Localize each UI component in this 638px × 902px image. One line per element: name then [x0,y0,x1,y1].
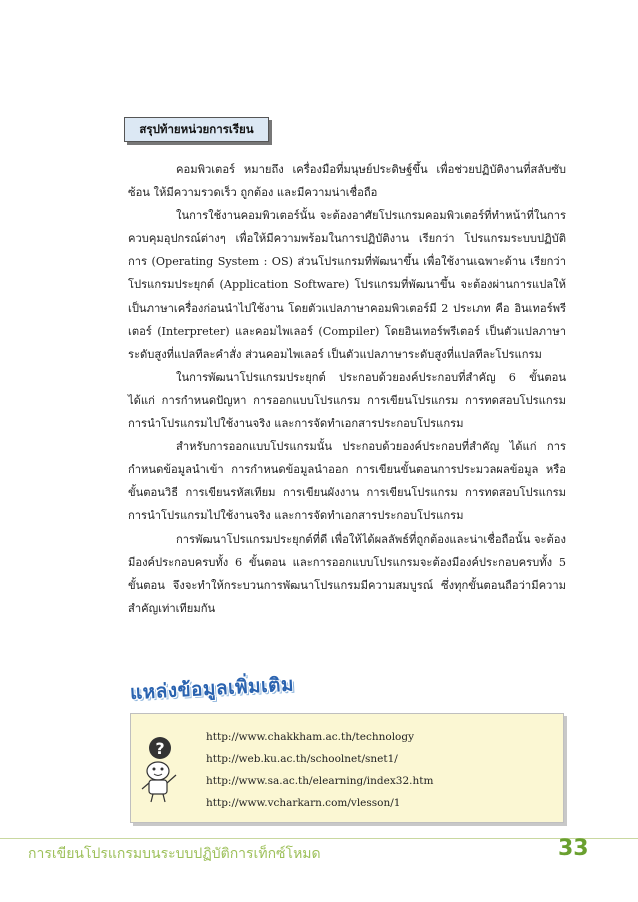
resource-link-1[interactable]: http://www.chakkham.ac.th/technology [206,731,415,743]
question-mascot-icon [134,735,184,805]
resource-link-2[interactable]: http://web.ku.ac.th/schoolnet/snet1/ [206,753,398,765]
summary-body [128,158,566,620]
summary-paragraph-5: การพัฒนาโปรแกรมประยุกต์ที่ดี เพื่อให้ได้ผลลัพธ์ที่ถูกต้องและน่าเชื่อถือนั้น จะต้องมีองค์ประกอบครบทั้ง 6 ขั้นตอน และการออกแบบโปรแกรมจะต้องมีองค์ประกอบครบทั้ง 5 ขั้นตอน จึงจะทำให้กระบวนการพัฒนาโปรแกรมมีความสมบูรณ์ ซึ่งทุกขั้นตอนถือว่ามีความสำคัญเท่าเทียมกัน [128,532,566,615]
footer-book-title: การเขียนโปรแกรมบนระบบปฏิบัติการเท็กซ์โหมด [28,846,321,862]
summary-paragraph-3: ในการพัฒนาโปรแกรมประยุกต์ ประกอบด้วยองค์ประกอบที่สำคัญ 6 ขั้นตอน ได้แก่ การกำหนดปัญหา การออกแบบโปรแกรม การเขียนโปรแกรม การทดสอบโปรแกรม การนำโปรแกรมไปใช้งานจริง และการจัดทำเอกสารประกอบโปรแกรม [128,370,566,431]
footer-divider [0,838,638,839]
summary-heading: สรุปท้ายหน่วยการเรียน [139,122,254,136]
svg-text:?: ? [155,739,165,758]
summary-paragraph-1: คอมพิวเตอร์ หมายถึง เครื่องมือที่มนุษย์ประดิษฐ์ขึ้น เพื่อช่วยปฏิบัติงานที่สลับซับซ้อน ให้มีความรวดเร็ว ถูกต้อง และมีความน่าเชื่อถือ [128,163,566,200]
page-number: 33 [558,836,589,861]
resource-link-3[interactable]: http://www.sa.ac.th/elearning/index32.htm [206,775,434,787]
resource-link-4[interactable]: http://www.vcharkarn.com/vlesson/1 [206,797,401,809]
resource-links [206,726,433,814]
summary-paragraph-2: ในการใช้งานคอมพิวเตอร์นั้น จะต้องอาศัยโปรแกรมคอมพิวเตอร์ที่ทำหน้าที่ในการควบคุมอุปกรณ์ต่างๆ เพื่อให้มีความพร้อมในการปฏิบัติงาน เรียกว่า โปรแกรมระบบปฏิบัติการ (Operating System : OS) ส่วนโปรแกรมที่พัฒนาขึ้น เพื่อใช้งานเฉพาะด้าน เรียกว่า โปรแกรมประยุกต์ (Application Software) โปรแกรมที่พัฒนาขึ้น จะต้องผ่านการแปลให้เป็นภาษาเครื่องก่อนนำไปใช้งาน โดยตัวแปลภาษาคอมพิวเตอร์มี 2 ประเภท คือ อินเทอร์พรีเตอร์ (Interpreter) และคอมไพเลอร์ (Compiler) โดยอินเทอร์พรีเตอร์ เป็นตัวแปลภาษาระดับสูงที่แปลทีละคำสั่ง ส่วนคอมไพเลอร์ เป็นตัวแปลภาษาระดับสูงที่แปลทีละโปรแกรม [128,209,566,361]
summary-paragraph-4: สำหรับการออกแบบโปรแกรมนั้น ประกอบด้วยองค์ประกอบที่สำคัญ ได้แก่ การกำหนดข้อมูลนำเข้า การกำหนดข้อมูลนำออก การเขียนขั้นตอนการประมวลผลข้อมูล หรือขั้นตอนวิธี การเขียนรหัสเทียม การเขียนผังงาน การเขียนโปรแกรม การทดสอบโปรแกรม การนำโปรแกรมไปใช้งานจริง และการจัดทำเอกสารประกอบโปรแกรม [128,440,566,523]
summary-heading-box [124,117,269,142]
resources-heading: แหล่งข้อมูลเพิ่มเติม [129,673,295,704]
